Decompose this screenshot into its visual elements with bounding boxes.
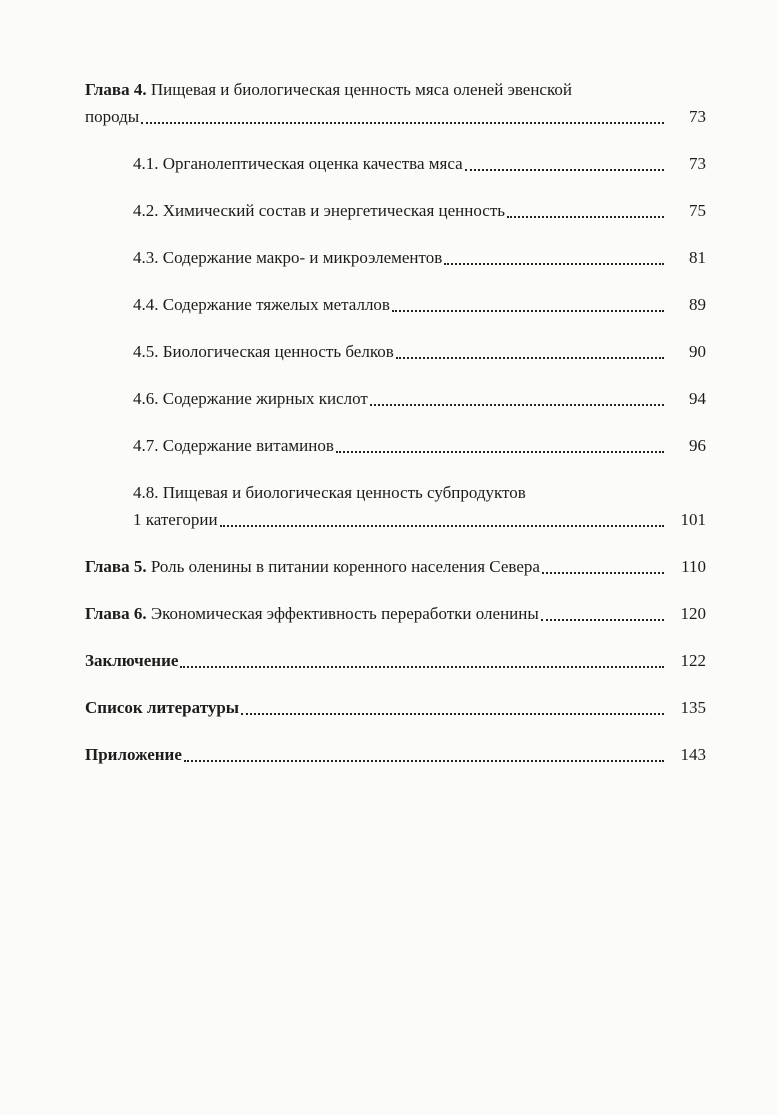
toc-entry-title-text: 4.7. Содержание витаминов	[133, 436, 334, 455]
toc-entry-leader-line	[85, 647, 706, 674]
toc-entry-leader-line	[85, 694, 706, 721]
toc-entry-leader-text	[85, 694, 239, 721]
toc-entry-title-text: 4.1. Органолептическая оценка качества мяса	[133, 154, 463, 173]
toc-entry-leader-text	[133, 197, 505, 224]
toc-entry-title-text: 4.4. Содержание тяжелых металлов	[133, 295, 390, 314]
toc-entry	[85, 600, 706, 627]
toc-entry-leader-line	[85, 103, 706, 130]
toc-entry	[133, 432, 706, 459]
dot-leader	[180, 666, 664, 668]
toc-entry-leader-text	[133, 385, 368, 412]
toc-entry-leader-line	[85, 600, 706, 627]
dot-leader	[507, 216, 664, 218]
toc-entry	[133, 244, 706, 271]
dot-leader	[465, 169, 664, 171]
toc-entry-title-text: породы	[85, 107, 140, 126]
toc-page-number: 90	[689, 342, 706, 361]
toc-entry-bold-prefix: Список литературы	[85, 698, 240, 717]
toc-entry-leader-line	[133, 385, 706, 412]
toc-entry-leader-line	[133, 244, 706, 271]
toc-page-number: 101	[680, 510, 706, 529]
toc-entry-first-line	[85, 76, 706, 103]
dot-leader	[444, 263, 664, 265]
toc-entry-leader-line	[133, 506, 706, 533]
toc-page-number: 110	[681, 557, 706, 576]
toc-entry	[133, 197, 706, 224]
dot-leader	[396, 357, 664, 359]
toc-entry	[133, 338, 706, 365]
toc-entry-title-text: 4.5. Биологическая ценность белков	[133, 342, 394, 361]
toc-entry-leader-line	[133, 197, 706, 224]
toc-entry	[133, 479, 706, 533]
toc-entry-leader-text	[133, 506, 218, 533]
toc-page-number: 94	[689, 389, 706, 408]
dot-leader	[370, 404, 664, 406]
toc-page-number: 135	[680, 698, 706, 717]
dot-leader	[392, 310, 664, 312]
dot-leader	[141, 122, 664, 124]
toc-entry	[133, 385, 706, 412]
toc-list	[85, 76, 706, 768]
toc-entry-leader-text	[133, 150, 463, 177]
toc-entry-leader-line	[85, 553, 706, 580]
toc-page-number: 89	[689, 295, 706, 314]
toc-entry-bold-prefix: Заключение	[85, 651, 179, 670]
toc-entry	[133, 291, 706, 318]
toc-entry-leader-text	[133, 338, 394, 365]
toc-entry-title-text: 4.2. Химический состав и энергетическая ценность	[133, 201, 505, 220]
toc-page-number: 73	[689, 107, 706, 126]
dot-leader	[541, 619, 664, 621]
toc-entry-leader-line	[133, 338, 706, 365]
toc-entry-title-text: Экономическая эффективность переработки оленины	[146, 604, 539, 623]
toc-page-number: 120	[680, 604, 706, 623]
toc-entry-leader-text	[133, 291, 390, 318]
toc-entry-title: 4.8. Пищевая и биологическая ценность субпродуктов	[133, 483, 526, 502]
dot-leader	[241, 713, 664, 715]
toc-entry	[133, 150, 706, 177]
toc-entry-bold-prefix: Глава 5.	[85, 557, 147, 576]
toc-entry-leader-text	[85, 647, 178, 674]
toc-entry-title-text: 1 категории	[133, 510, 218, 529]
toc-entry	[85, 694, 706, 721]
toc-page-number: 75	[689, 201, 706, 220]
dot-leader	[184, 760, 664, 762]
toc-entry-bold-prefix: Приложение	[85, 745, 182, 764]
toc-entry	[85, 741, 706, 768]
toc-entry-leader-text	[133, 244, 442, 271]
toc-entry-title: Пищевая и биологическая ценность мяса оленей эвенской	[146, 80, 572, 99]
toc-entry-leader-line	[133, 432, 706, 459]
toc-page-number: 73	[689, 154, 706, 173]
toc-entry-title-text: 4.6. Содержание жирных кислот	[133, 389, 368, 408]
toc-entry-title-text: 4.3. Содержание макро- и микроэлементов	[133, 248, 443, 267]
toc-entry-bold-prefix: Глава 6.	[85, 604, 147, 623]
toc-entry-first-line	[133, 479, 706, 506]
toc-entry-leader-text	[85, 741, 182, 768]
toc-entry-leader-line	[133, 291, 706, 318]
toc-page-number: 143	[680, 745, 706, 764]
toc-page-number: 122	[680, 651, 706, 670]
dot-leader	[220, 525, 664, 527]
dot-leader	[542, 572, 664, 574]
toc-page-number: 81	[689, 248, 706, 267]
toc-entry-leader-text	[133, 432, 334, 459]
toc-entry	[85, 553, 706, 580]
toc-entry-bold-prefix: Глава 4.	[85, 80, 147, 99]
toc-entry-leader-text	[85, 553, 540, 580]
toc-entry-leader-line	[133, 150, 706, 177]
toc-entry-leader-line	[85, 741, 706, 768]
dot-leader	[336, 451, 664, 453]
toc-entry	[85, 647, 706, 674]
toc-entry-leader-text	[85, 600, 539, 627]
toc-entry-leader-text	[85, 103, 139, 130]
toc-page-number: 96	[689, 436, 706, 455]
toc-entry-title-text: Роль оленины в питании коренного населения Севера	[146, 557, 540, 576]
toc-entry	[85, 76, 706, 130]
